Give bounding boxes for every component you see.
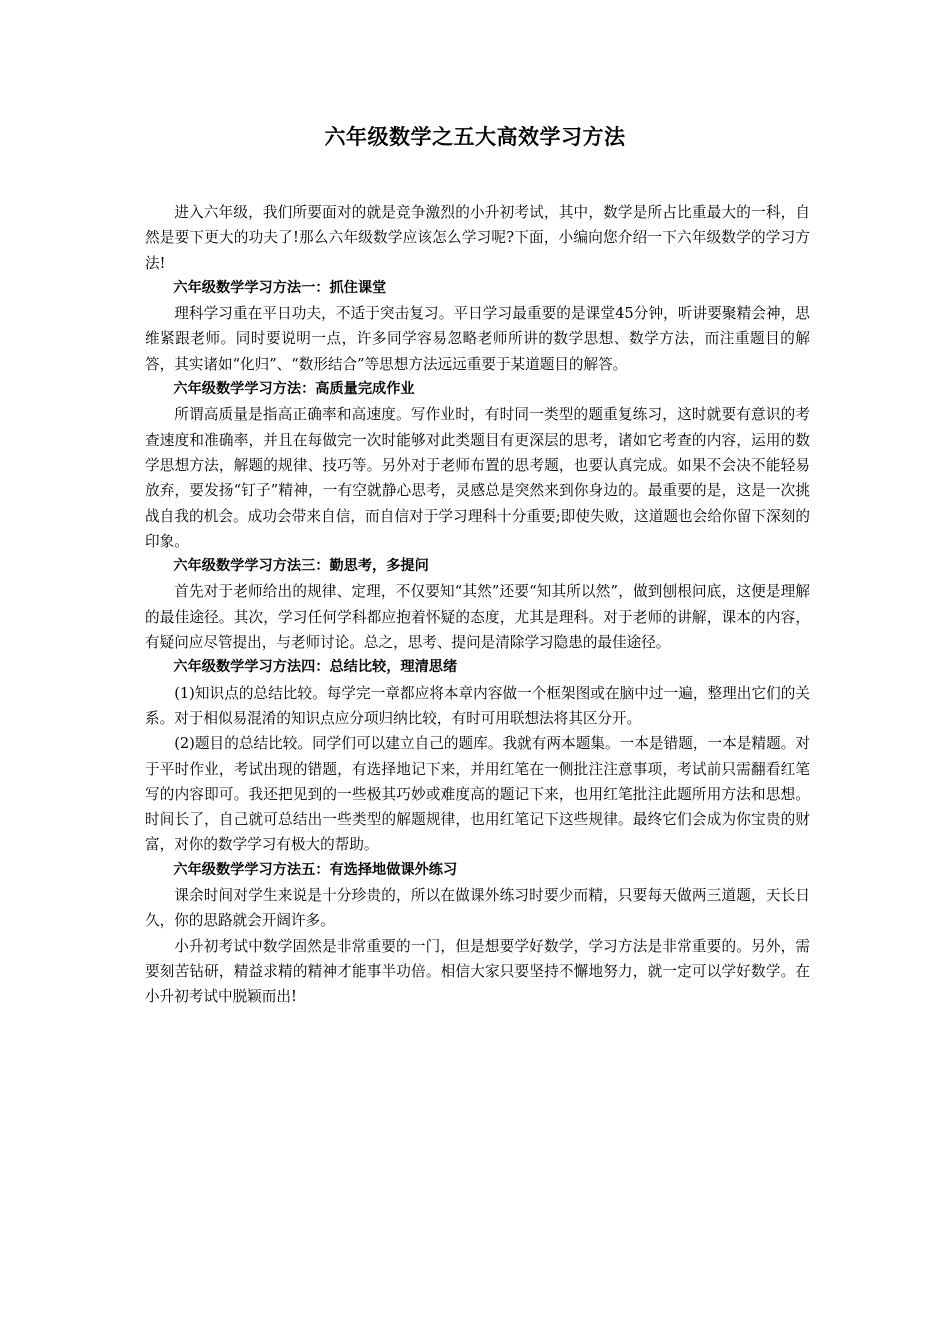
section-paragraph: (2)题目的总结比较。同学们可以建立自己的题库。我就有两本题集。一本是错题，一本是精题。对于平时作业，考试出现的错题，有选择地记下来，并用红笔在一侧批注注意事项，考试前只需翻看红笔写的内容即可。我还把见到的一些极其巧妙或难度高的题记下来，也用红笔批注此题所用方法和思想。时间长了，自己就可总结出一些类型的解题规律，也用红笔记下这些规律。最终它们会成为你宝贵的财富，对你的数学学习有极大的帮助。	[145, 735, 810, 854]
document-title: 六年级数学之五大高效学习方法	[324, 125, 626, 149]
section-paragraph: 首先对于老师给出的规律、定理，不仅要知“其然”还要“知其所以然”，做到刨根问底，这便是理解的最佳途径。其次，学习任何学科都应抱着怀疑的态度，尤其是理科。对于老师的讲解，课本的内容，有疑问应尽管提出，与老师讨论。总之，思考、提问是清除学习隐患的最佳途径。	[145, 583, 810, 652]
intro-paragraph: 进入六年级，我们所要面对的就是竞争激烈的小升初考试，其中，数学是所占比重最大的一科，自然是要下更大的功夫了!那么六年级数学应该怎么学习呢?下面，小编向您介绍一下六年级数学的学习方法!	[145, 204, 810, 272]
section-heading-1: 六年级数学学习方法一：抓住课堂	[173, 279, 387, 296]
conclusion-paragraph: 小升初考试中数学固然是非常重要的一门，但是想要学好数学，学习方法是非常重要的。另外，需要刻苦钻研，精益求精的精神才能事半功倍。相信大家只要坚持不懈地努力，就一定可以学好数学。在小升初考试中脱颖而出!	[145, 937, 810, 1006]
document-body	[145, 200, 810, 1010]
section-heading-3: 六年级数学学习方法三：勤思考，多提问	[173, 558, 429, 575]
section-paragraph: 课余时间对学生来说是十分珍贵的，所以在做课外练习时要少而精，只要每天做两三道题，天长日久，你的思路就会开阔许多。	[145, 887, 810, 930]
section-paragraph: 理科学习重在平日功夫，不适于突击复习。平日学习最重要的是课堂45分钟，听讲要聚精会神，思维紧跟老师。同时要说明一点，许多同学容易忽略老师所讲的数学思想、数学方法，而注重题目的解答，其实诸如“化归”、“数形结合”等思想方法远远重要于某道题目的解答。	[145, 305, 810, 373]
section-heading-4: 六年级数学学习方法四：总结比较，理清思绪	[173, 659, 458, 676]
section-paragraph: 所谓高质量是指高正确率和高速度。写作业时，有时同一类型的题重复练习，这时就要有意识的考查速度和准确率，并且在每做完一次时能够对此类题目有更深层的思考，诸如它考查的内容，运用的数学思想方法，解题的规律、技巧等。另外对于老师布置的思考题，也要认真完成。如果不会决不能轻易放弃，要发扬“钉子”精神，一有空就静心思考，灵感总是突然来到你身边的。最重要的是，这是一次挑战自我的机会。成功会带来自信，而自信对于学习理科十分重要;即使失败，这道题也会给你留下深刻的印象。	[145, 406, 810, 550]
section-paragraph: (1)知识点的总结比较。每学完一章都应将本章内容做一个框架图或在脑中过一遍，整理出它们的关系。对于相似易混淆的知识点应分项归纳比较，有时可用联想法将其区分开。	[145, 684, 810, 727]
section-heading-5: 六年级数学学习方法五：有选择地做课外练习	[173, 861, 458, 878]
section-heading-2: 六年级数学学习方法：高质量完成作业	[173, 381, 415, 398]
